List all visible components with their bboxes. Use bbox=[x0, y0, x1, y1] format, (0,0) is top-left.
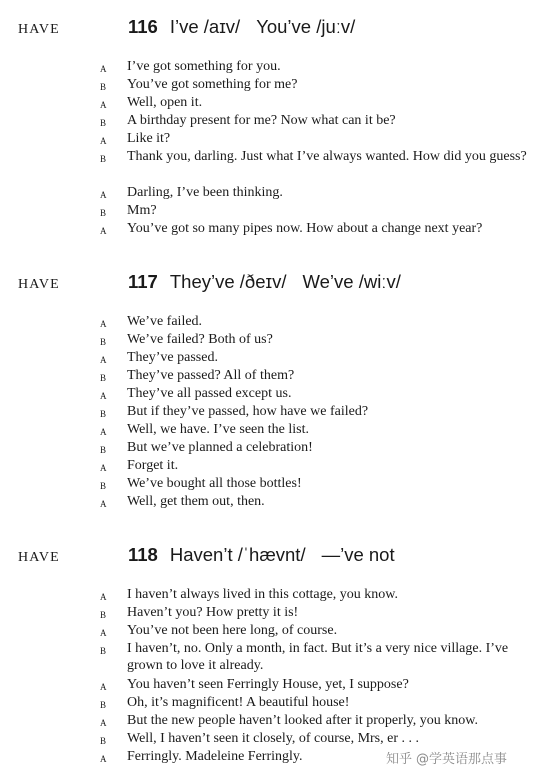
section-number: 116 bbox=[128, 16, 158, 37]
speaker-marker: A bbox=[100, 718, 107, 728]
section-label: HAVE bbox=[18, 550, 60, 565]
speaker-marker: A bbox=[100, 391, 107, 401]
line-text: Well, I haven’t seen it closely, of course, Mrs, er . . . bbox=[127, 731, 420, 746]
section-label: HAVE bbox=[18, 22, 60, 37]
speaker-marker: B bbox=[100, 610, 107, 620]
speaker-marker: B bbox=[100, 646, 107, 656]
line-text: Darling, I’ve been thinking. bbox=[127, 185, 283, 200]
speaker-marker: A bbox=[100, 226, 107, 236]
line-text: I’ve got something for you. bbox=[127, 59, 281, 74]
speaker-marker: B bbox=[100, 409, 107, 419]
line-text: Forget it. bbox=[127, 458, 179, 473]
heading-form-b: You’ve /juːv/ bbox=[256, 16, 356, 37]
section-heading bbox=[128, 16, 355, 38]
heading-form-a: They’ve /ðeɪv/ bbox=[169, 271, 287, 292]
line-text: You’ve got something for me? bbox=[127, 77, 298, 92]
watermark-text: @学英语那点事 bbox=[416, 752, 508, 767]
line-text: I haven’t always lived in this cottage, you know. bbox=[127, 587, 398, 602]
speaker-marker: A bbox=[100, 190, 107, 200]
speaker-marker: B bbox=[100, 481, 107, 491]
line-text: They’ve all passed except us. bbox=[127, 386, 292, 401]
line-text: Mm? bbox=[127, 203, 157, 218]
line-text: But if they’ve passed, how have we failed? bbox=[127, 404, 369, 419]
line-text: Well, we have. I’ve seen the list. bbox=[127, 422, 309, 437]
speaker-marker: A bbox=[100, 463, 107, 473]
speaker-marker: A bbox=[100, 754, 107, 764]
line-text: You haven’t seen Ferringly House, yet, I suppose? bbox=[127, 677, 409, 692]
line-text: We’ve failed. bbox=[127, 314, 203, 329]
speaker-marker: B bbox=[100, 154, 107, 164]
dialogue-line bbox=[0, 148, 549, 184]
speaker-marker: A bbox=[100, 427, 107, 437]
line-text: We’ve failed? Both of us? bbox=[127, 332, 273, 347]
line-text: Well, open it. bbox=[127, 95, 203, 110]
heading-form-a: I’ve /aɪv/ bbox=[169, 16, 241, 37]
heading-form-a: Haven’t /ˈhævnt/ bbox=[169, 544, 306, 565]
section-label: HAVE bbox=[18, 277, 60, 292]
speaker-marker: B bbox=[100, 118, 107, 128]
line-text: They’ve passed? All of them? bbox=[127, 368, 295, 383]
speaker-marker: A bbox=[100, 136, 107, 146]
zhihu-logo: 知乎 bbox=[386, 752, 413, 767]
line-text: A birthday present for me? Now what can it be? bbox=[127, 113, 396, 128]
speaker-marker: B bbox=[100, 736, 107, 746]
speaker-marker: B bbox=[100, 337, 107, 347]
speaker-marker: B bbox=[100, 82, 107, 92]
line-text: Oh, it’s magnificent! A beautiful house! bbox=[127, 695, 350, 710]
line-text: Like it? bbox=[127, 131, 171, 146]
speaker-marker: B bbox=[100, 700, 107, 710]
speaker-marker: A bbox=[100, 64, 107, 74]
speaker-marker: A bbox=[100, 355, 107, 365]
heading-form-b: —’ve not bbox=[321, 544, 395, 565]
watermark bbox=[386, 748, 507, 767]
section-heading bbox=[128, 271, 401, 293]
line-text: You’ve got so many pipes now. How about a change next year? bbox=[127, 221, 483, 236]
speaker-marker: A bbox=[100, 592, 107, 602]
line-text: I haven’t, no. Only a month, in fact. But it’s a very nice village. I’ve grown to love it already. bbox=[127, 641, 509, 673]
section-number: 117 bbox=[128, 271, 158, 292]
speaker-marker: B bbox=[100, 208, 107, 218]
line-text: Thank you, darling. Just what I’ve always wanted. How did you guess? bbox=[127, 149, 527, 164]
speaker-marker: B bbox=[100, 445, 107, 455]
line-text: Well, get them out, then. bbox=[127, 494, 265, 509]
line-text: Ferringly. Madeleine Ferringly. bbox=[127, 749, 303, 764]
section-number: 118 bbox=[128, 544, 158, 565]
section-heading bbox=[128, 544, 395, 566]
line-text: You’ve not been here long, of course. bbox=[127, 623, 338, 638]
speaker-marker: A bbox=[100, 682, 107, 692]
dialogue-line bbox=[0, 640, 549, 676]
speaker-marker: A bbox=[100, 628, 107, 638]
line-text: But we’ve planned a celebration! bbox=[127, 440, 313, 455]
line-text: Haven’t you? How pretty it is! bbox=[127, 605, 299, 620]
line-text: But the new people haven’t looked after it properly, you know. bbox=[127, 713, 478, 728]
speaker-marker: A bbox=[100, 319, 107, 329]
line-text: They’ve passed. bbox=[127, 350, 218, 365]
speaker-marker: B bbox=[100, 373, 107, 383]
line-text: We’ve bought all those bottles! bbox=[127, 476, 302, 491]
speaker-marker: A bbox=[100, 100, 107, 110]
heading-form-b: We’ve /wiːv/ bbox=[302, 271, 401, 292]
speaker-marker: A bbox=[100, 499, 107, 509]
